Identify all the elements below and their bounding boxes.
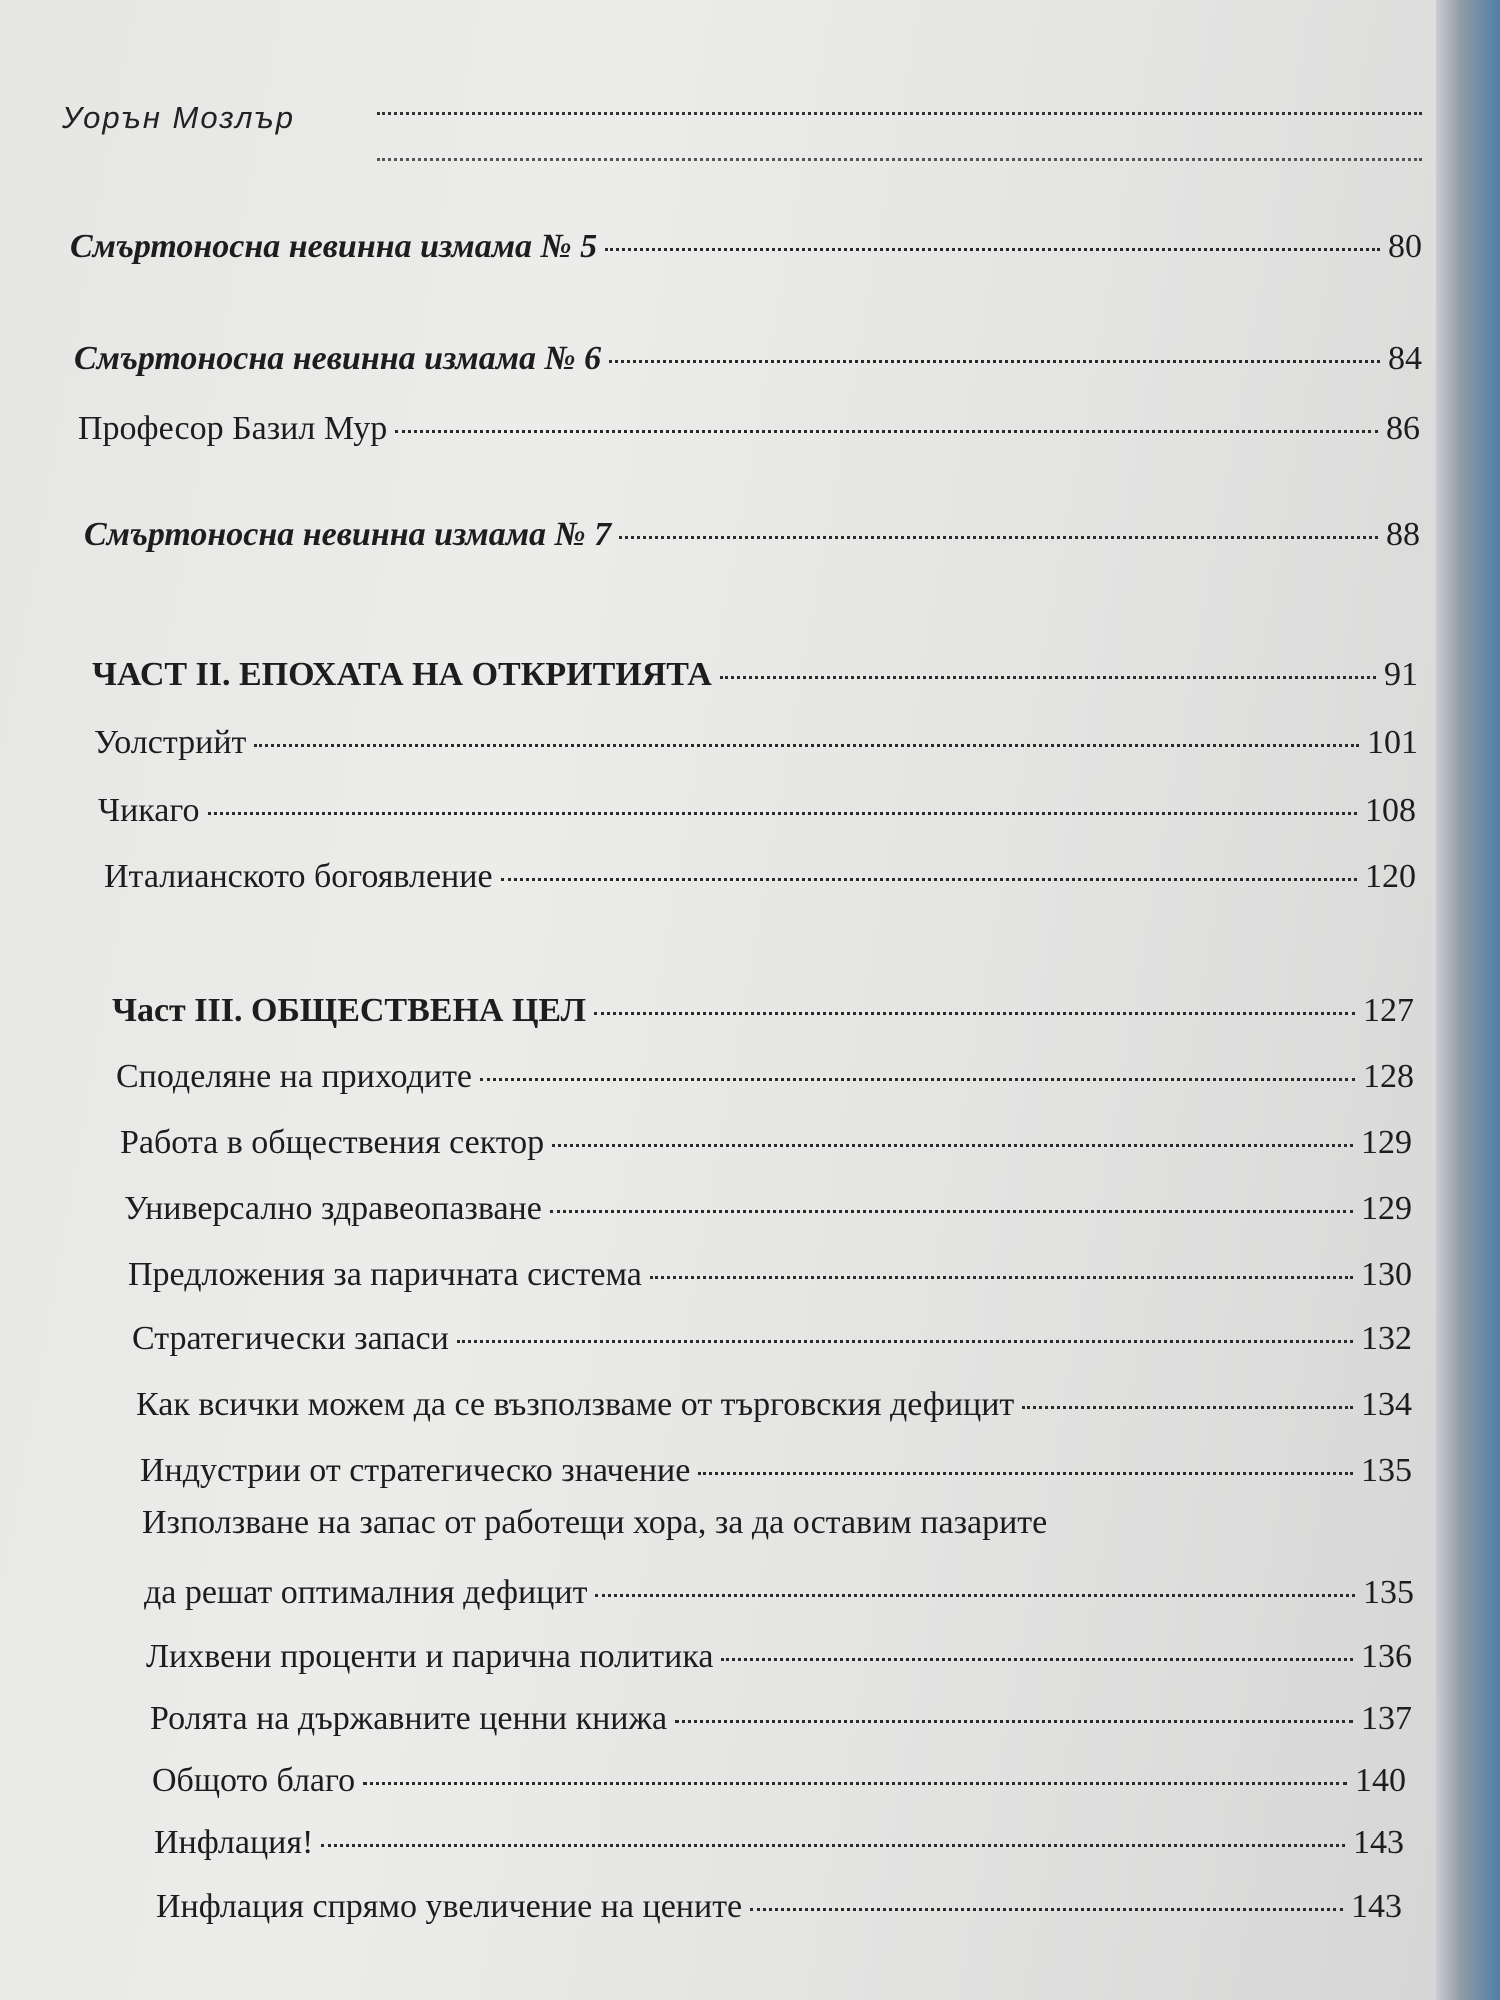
toc-entry-title: Универсално здравеопазване [124,1190,542,1227]
header-leader [377,112,1422,115]
toc-entry-title: да решат оптималния дефицит [144,1574,588,1611]
toc-entry-page: 129 [1361,1124,1412,1161]
toc-entry-page: 130 [1361,1256,1412,1293]
toc-part-heading [92,656,1418,704]
toc-entry [74,340,1422,388]
toc-entry [152,1762,1406,1810]
toc-leader [594,1012,1355,1015]
toc-entry-page: 108 [1365,792,1416,829]
toc-leader [720,676,1376,679]
toc-leader [501,878,1357,881]
running-header [62,100,1422,160]
toc-leader [208,812,1358,815]
toc-entry-title: Ролята на държавните ценни книжа [150,1700,668,1737]
toc-entry-title: Лихвени проценти и парична политика [146,1638,714,1675]
toc-leader [605,248,1380,251]
toc-leader [750,1908,1343,1911]
toc-entry-title: Споделяне на приходите [116,1058,473,1095]
toc-entry-page: 136 [1361,1638,1412,1675]
toc-entry-page: 140 [1355,1762,1406,1799]
toc-entry-page: 137 [1361,1700,1412,1737]
toc-leader [550,1210,1353,1213]
toc-entry-title: Общото благо [152,1762,356,1799]
toc-entry [132,1320,1412,1368]
toc-entry [78,410,1420,458]
toc-entry-title-line1: Използване на запас от работещи хора, за да оставим пазарите [142,1504,1048,1541]
toc-entry-page: 101 [1367,724,1418,761]
toc-leader [595,1594,1355,1597]
toc-entry-page: 129 [1361,1190,1412,1227]
toc-entry-page: 135 [1361,1452,1412,1489]
toc-entry-title: Смъртоносна невинна измама № 5 [70,228,598,265]
toc-leader [363,1782,1347,1785]
toc-leader [650,1276,1353,1279]
toc-entry [116,1058,1414,1106]
toc-entry-title: Смъртоносна невинна измама № 7 [84,516,612,553]
toc-entry-page: 80 [1388,228,1422,265]
toc-entry-title: Работа в обществения сектор [120,1124,545,1161]
toc-entry [94,724,1418,772]
toc-entry [124,1190,1412,1238]
toc-entry-title: Инфлация! [154,1824,314,1861]
toc-entry [128,1256,1412,1304]
toc-entry-title: Как всички можем да се възползваме от търговския дефицит [136,1386,1015,1423]
toc-entry [156,1888,1402,1936]
toc-entry-title: Инфлация спрямо увеличение на цените [156,1888,743,1925]
toc-entry [84,516,1420,564]
toc-entry [70,228,1422,276]
toc-leader [321,1844,1345,1847]
toc-entry-title: Стратегически запаси [132,1320,449,1357]
toc-entry-page: 120 [1365,858,1416,895]
toc-leader [552,1144,1353,1147]
toc-leader [395,430,1378,433]
toc-entry-page: 132 [1361,1320,1412,1357]
toc-entry-title: Италианското богоявление [104,858,493,895]
toc-entry-page: 135 [1363,1574,1414,1611]
toc-entry [146,1638,1412,1686]
toc-entry [136,1386,1412,1434]
toc-entry-page: 134 [1361,1386,1412,1423]
author-name: Уорън Мозлър [62,100,295,135]
toc-entry-page: 128 [1363,1058,1414,1095]
toc-leader [457,1340,1353,1343]
toc-entry [150,1700,1412,1748]
toc-entry-title: Смъртоносна невинна измама № 6 [74,340,602,377]
toc-entry-page: 143 [1351,1888,1402,1925]
toc-entry-title: Чикаго [98,792,200,829]
toc-leader [698,1472,1353,1475]
toc-entry-title: Предложения за паричната система [128,1256,642,1293]
toc-entry-title: ЧАСТ II. ЕПОХАТА НА ОТКРИТИЯТА [92,656,712,693]
toc-entry-page: 91 [1384,656,1418,693]
toc-entry-title: Уолстрийт [94,724,247,761]
toc-leader [619,536,1378,539]
toc-leader [675,1720,1353,1723]
toc-entry-title: Професор Базил Мур [78,410,388,447]
header-leader-2 [377,158,1422,161]
toc-entry [104,858,1416,906]
toc-entry-title: Индустрии от стратегическо значение [140,1452,691,1489]
toc-leader [609,360,1380,363]
toc-leader [480,1078,1355,1081]
toc-entry [120,1124,1412,1172]
toc-entry-page: 86 [1386,410,1420,447]
toc-entry [154,1824,1404,1872]
toc-entry-title: Част III. ОБЩЕСТВЕНА ЦЕЛ [112,992,586,1029]
toc-entry [144,1574,1414,1622]
toc-entry [98,792,1416,840]
toc-part-heading [112,992,1414,1040]
toc-leader [721,1658,1353,1661]
toc-leader [254,744,1359,747]
toc-entry-page: 127 [1363,992,1414,1029]
toc-entry [140,1452,1412,1500]
book-cover-edge [1436,0,1500,2000]
toc-entry-page: 84 [1388,340,1422,377]
toc-entry-page: 143 [1353,1824,1404,1861]
toc-entry-page: 88 [1386,516,1420,553]
toc-leader [1022,1406,1353,1409]
